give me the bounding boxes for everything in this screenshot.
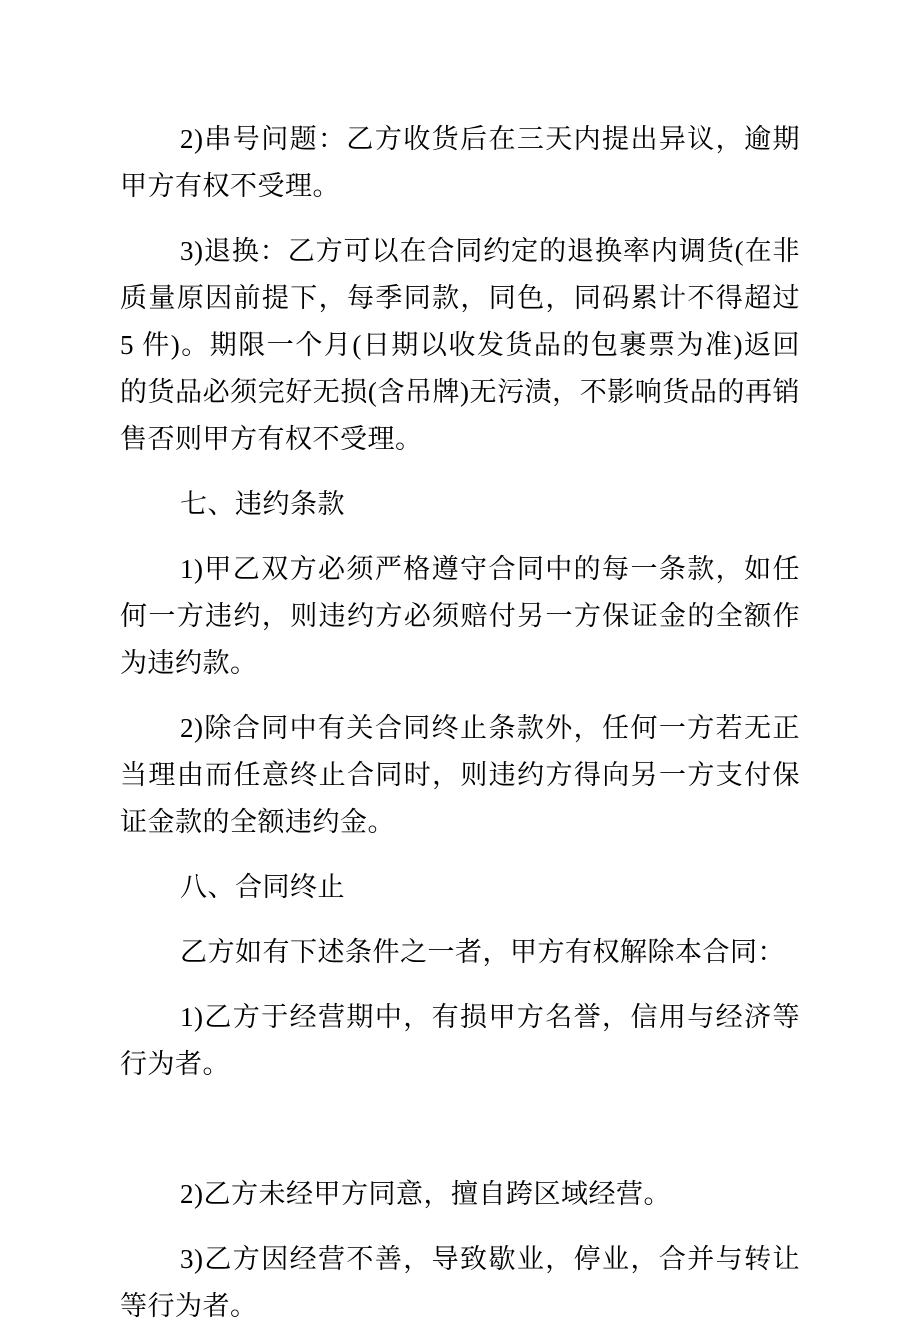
paragraph-termination-condition-3: 3)乙方因经营不善，导致歇业，停业，合并与转让等行为者。 — [120, 1244, 800, 1321]
empty-line — [120, 1106, 800, 1153]
paragraph-termination-intro: 乙方如有下述条件之一者，甲方有权解除本合同： — [180, 937, 785, 967]
heading-section-8-contract-termination: 八、合同终止 — [180, 872, 345, 902]
paragraph-termination-condition-1: 1)乙方于经营期中，有损甲方名誉，信用与经济等行为者。 — [120, 1002, 800, 1079]
paragraph-breach-clause-2: 2)除合同中有关合同终止条款外，任何一方若无正当理由而任意终止合同时，则违约方得向另一方支付保证金款的全额违约金。 — [120, 713, 800, 837]
heading-section-7-breach-terms: 七、违约条款 — [180, 489, 345, 519]
paragraph-return-exchange-policy: 3)退换：乙方可以在合同约定的退换率内调货(在非质量原因前提下，每季同款，同色，同码累计不得超过 5 件)。期限一个月(日期以收发货品的包裹票为准)返回的货品必须完好无损(含吊牌)无污渍，不影响货品的再销售否则甲方有权不受理。 — [120, 236, 800, 454]
paragraph-termination-condition-2: 2)乙方未经甲方同意，擅自跨区域经营。 — [180, 1179, 671, 1209]
paragraph-serial-number-issue: 2)串号问题：乙方收货后在三天内提出异议，逾期甲方有权不受理。 — [120, 124, 800, 201]
paragraph-breach-clause-1: 1)甲乙双方必须严格遵守合同中的每一条款，如任何一方违约，则违约方必须赔付另一方保证金的全额作为违约款。 — [120, 554, 800, 678]
document-text-block — [120, 116, 800, 1330]
